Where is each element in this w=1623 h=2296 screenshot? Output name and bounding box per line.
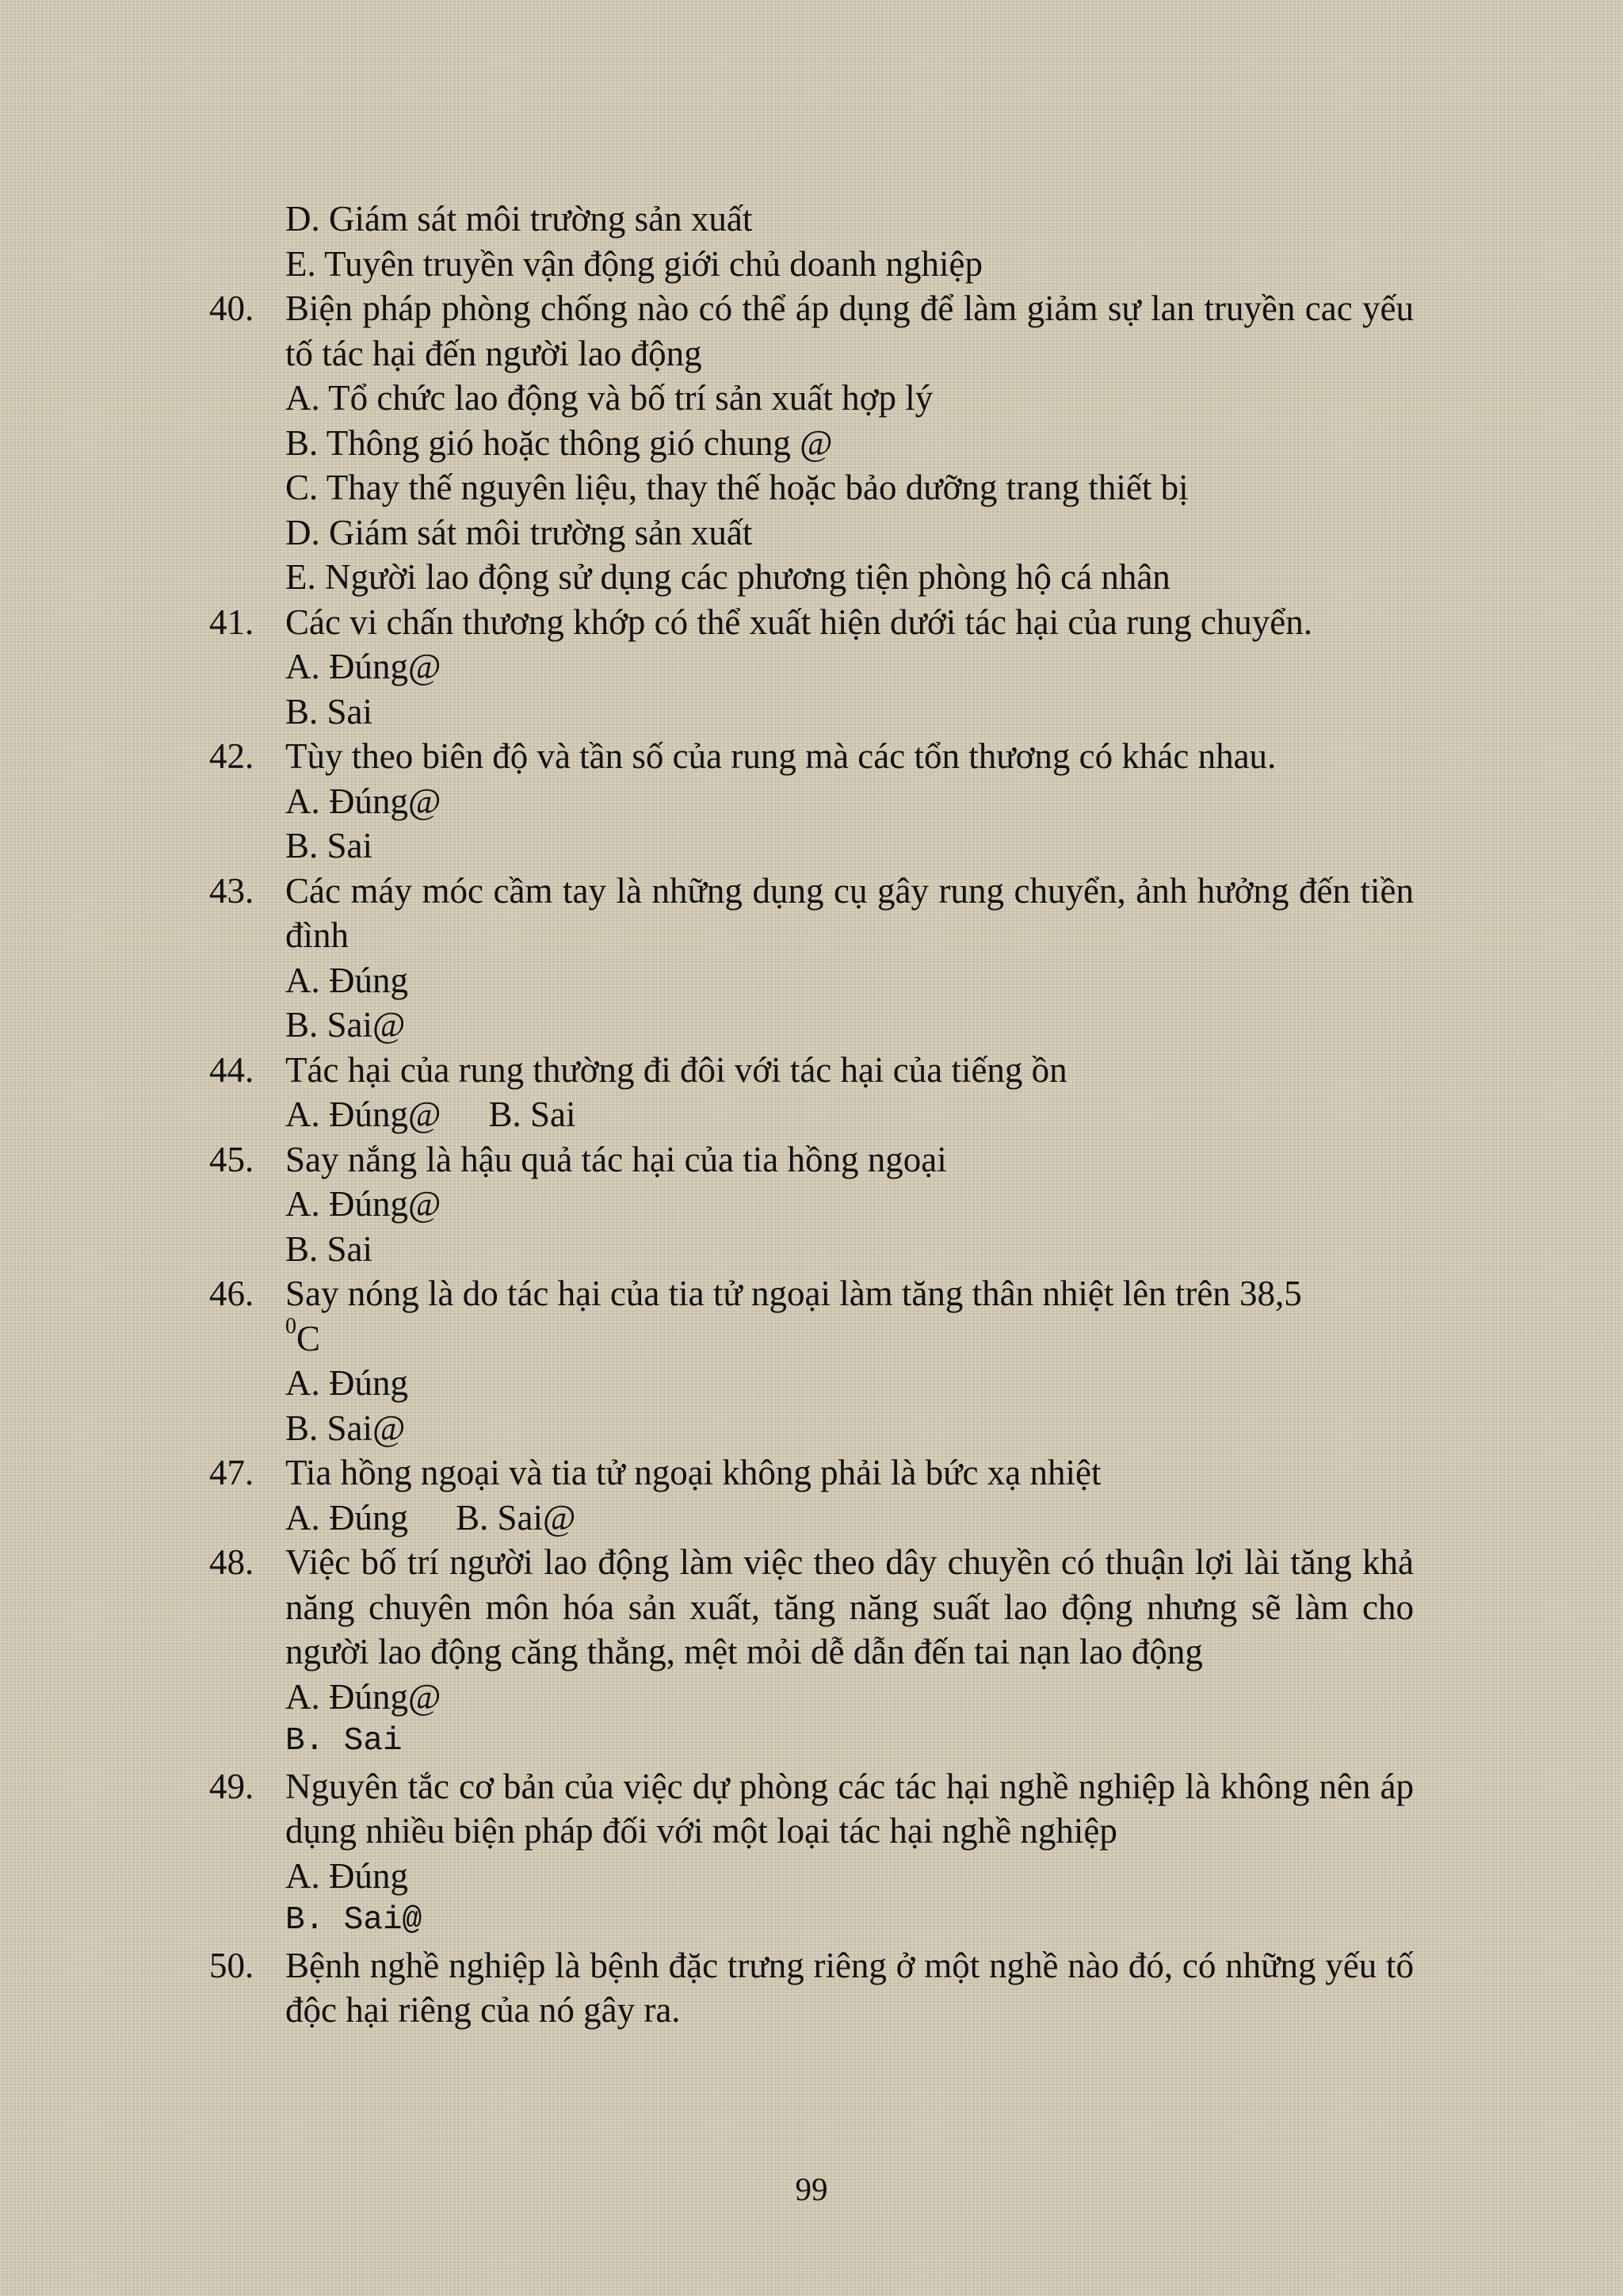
- question-text: [285, 1271, 1414, 1361]
- answer-option: B. Sai@: [285, 1902, 422, 1939]
- question: [209, 286, 1414, 376]
- answer-option: A. Tổ chức lao động và bố trí sản xuất hợp lý: [285, 378, 934, 418]
- answer-option: C. Thay thế nguyên liệu, thay thế hoặc bảo dưỡng trang thiết bị: [285, 468, 1189, 507]
- answer-option: A. Đúng@: [285, 1676, 441, 1717]
- answer-option: A. Đúng@: [285, 1095, 441, 1134]
- question: [209, 600, 1414, 645]
- question-number: 42.: [209, 736, 254, 776]
- question: [209, 1764, 1414, 1854]
- question-number: 47.: [209, 1453, 254, 1492]
- answer-option: B. Sai: [488, 1095, 576, 1134]
- page-number: 99: [795, 2171, 828, 2207]
- question: [209, 869, 1414, 958]
- question-number: 43.: [209, 870, 254, 911]
- answer-option: D. Giám sát môi trường sản xuất: [285, 512, 753, 552]
- question-text-main: Say nóng là do tác hại của tia tử ngoại làm tăng thân nhiệt lên trên 38,5: [285, 1274, 1302, 1313]
- answer-option: D. Giám sát môi trường sản xuất: [285, 199, 753, 239]
- answer-option: B. Sai@: [285, 1005, 406, 1045]
- question-number: 40.: [209, 288, 254, 328]
- answer-option: A. Đúng@: [285, 781, 441, 821]
- answer-option: B. Thông gió hoặc thông gió chung @: [285, 422, 833, 463]
- question-text: Say nắng là hậu quả tác hại của tia hồng ngoại: [285, 1139, 947, 1179]
- answer-option: A. Đúng: [285, 1497, 408, 1538]
- answer-option: B. Sai: [285, 826, 373, 865]
- question-text: Việc bố trí người lao động làm việc theo dây chuyền có thuận lợi lài tăng khả năng chuyên môn hóa sản xuất, tăng năng suất lao động nhưng sẽ làm cho người lao động căng thẳng, mệt mỏi dễ dẫn đến tai nạn lao động: [285, 1542, 1414, 1671]
- answer-option: B. Sai: [285, 1723, 403, 1759]
- temperature-unit: C: [296, 1318, 321, 1358]
- answer-option: B. Sai@: [456, 1497, 576, 1538]
- question-number: 49.: [209, 1766, 254, 1806]
- answer-option: A. Đúng: [285, 1363, 408, 1403]
- question: [209, 1271, 1414, 1361]
- answer-option: E. Người lao động sử dụng các phương tiện phòng hộ cá nhân: [285, 557, 1170, 597]
- answer-option: B. Sai@: [285, 1408, 406, 1448]
- question-text: Tùy theo biên độ và tần số của rung mà các tổn thương có khác nhau.: [285, 736, 1277, 776]
- question-text: Bệnh nghề nghiệp là bệnh đặc trưng riêng ở một nghề nào đó, có những yếu tố độc hại riêng của nó gây ra.: [285, 1945, 1414, 2030]
- question-number: 48.: [209, 1542, 254, 1582]
- question-number: 45.: [209, 1139, 254, 1179]
- question-text: Nguyên tắc cơ bản của việc dự phòng các tác hại nghề nghiệp là không nên áp dụng nhiều biện pháp đối với một loại tác hại nghề nghiệp: [285, 1766, 1414, 1851]
- question: [209, 734, 1414, 779]
- question: [209, 1137, 1414, 1182]
- answer-option: B. Sai: [285, 691, 373, 732]
- answer-option-pair: [209, 1092, 1414, 1137]
- question-number: 41.: [209, 602, 254, 642]
- question-number: 44.: [209, 1049, 254, 1090]
- question-text: Biện pháp phòng chống nào có thể áp dụng để làm giảm sự lan truyền cac yếu tố tác hại đến người lao động: [285, 288, 1414, 373]
- answer-option: A. Đúng: [285, 960, 408, 1000]
- answer-option: B. Sai: [285, 1228, 373, 1269]
- question-number: 46.: [209, 1274, 254, 1313]
- question: [209, 1450, 1414, 1496]
- answer-option: A. Đúng@: [285, 647, 441, 686]
- question: [209, 1943, 1414, 2033]
- question-text: Các vi chấn thương khớp có thể xuất hiện dưới tác hại của rung chuyển.: [285, 602, 1313, 642]
- answer-option-pair: [209, 1496, 1414, 1541]
- question-text: Các máy móc cầm tay là những dụng cụ gây rung chuyển, ảnh hưởng đến tiền đình: [285, 870, 1414, 955]
- question: [209, 1540, 1414, 1675]
- degree-superscript: 0: [285, 1313, 296, 1339]
- answer-option: E. Tuyên truyền vận động giới chủ doanh nghiệp: [285, 243, 983, 284]
- question-text: Tia hồng ngoại và tia tử ngoại không phải là bức xạ nhiệt: [285, 1453, 1102, 1492]
- answer-option: A. Đúng: [285, 1855, 408, 1896]
- question-list: [209, 197, 1414, 2033]
- question: [209, 1048, 1414, 1093]
- answer-option: A. Đúng@: [285, 1184, 441, 1224]
- question-text: Tác hại của rung thường đi đôi với tác hại của tiếng ồn: [285, 1049, 1067, 1090]
- question-number: 50.: [209, 1945, 254, 1985]
